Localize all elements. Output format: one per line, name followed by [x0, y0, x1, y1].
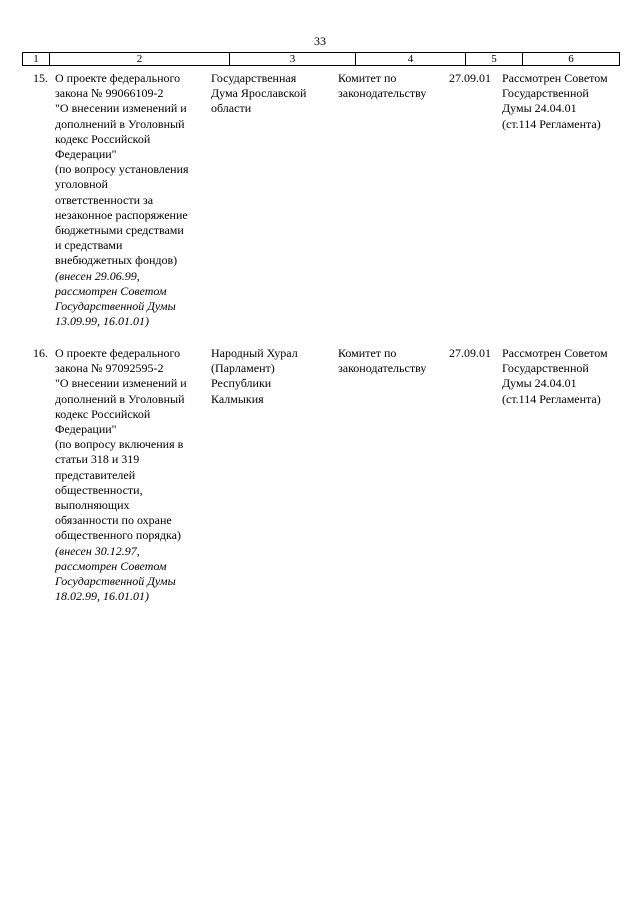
- review-date: 27.09.01: [449, 346, 491, 360]
- bill-title-line: О проекте федерального: [55, 346, 181, 360]
- bill-title-line: дополнений в Уголовный: [55, 391, 185, 406]
- bill-title-line: дополнений в Уголовный: [55, 116, 185, 131]
- initiator-line: Народный Хурал: [211, 346, 298, 360]
- initiator: [211, 346, 329, 407]
- bill-note-line: 18.02.99, 16.01.01): [55, 589, 149, 604]
- page-number: 33: [314, 34, 326, 48]
- bill-title-line: кодекс Российской: [55, 406, 151, 421]
- status-line: Думы 24.04.01: [502, 101, 577, 116]
- bill-title-line: внебюджетных фондов): [55, 253, 178, 268]
- status-line: (ст.114 Регламента): [502, 391, 601, 406]
- bill-title-line: О проекте федерального: [55, 71, 181, 85]
- column-header-5: 5: [466, 53, 523, 66]
- column-header-1: 1: [23, 53, 50, 66]
- bill-note-line: Государственной Думы: [55, 574, 176, 589]
- bill-title-line: выполняющих: [55, 498, 130, 513]
- status-line: Государственной: [502, 361, 589, 376]
- bill-description: [55, 71, 205, 329]
- bill-title-line: общественности,: [55, 482, 143, 497]
- bill-title-line: и средствами: [55, 238, 123, 253]
- bill-title-line: закона № 99066109-2: [55, 86, 164, 101]
- bill-note-line: Государственной Думы: [55, 299, 176, 314]
- committee-line: Комитет по: [338, 71, 397, 85]
- committee-line: Комитет по: [338, 346, 397, 360]
- initiator-line: Дума Ярославской: [211, 86, 307, 101]
- initiator-line: (Парламент): [211, 361, 275, 376]
- bill-title-line: (по вопросу установления: [55, 162, 189, 177]
- review-status: [502, 71, 620, 132]
- bill-title-line: бюджетными средствами: [55, 223, 184, 238]
- committee: [338, 346, 443, 376]
- bill-description: [55, 346, 205, 604]
- bill-note-line: (внесен 30.12.97,: [55, 543, 140, 558]
- review-status: [502, 346, 620, 407]
- bill-note-line: 13.09.99, 16.01.01): [55, 314, 149, 329]
- column-number-header: [22, 52, 620, 66]
- column-header-3: 3: [230, 53, 356, 66]
- bill-title-line: Федерации": [55, 422, 117, 437]
- entry-number: 16.: [33, 346, 48, 360]
- bill-title-line: закона № 97092595-2: [55, 361, 164, 376]
- bill-title-line: Федерации": [55, 147, 117, 162]
- bill-title-line: (по вопросу включения в: [55, 437, 184, 452]
- bill-title-line: незаконное распоряжение: [55, 207, 188, 222]
- column-header-6: 6: [523, 53, 620, 66]
- bill-title-line: "О внесении изменений и: [55, 376, 187, 391]
- bill-title-line: уголовной: [55, 177, 108, 192]
- status-line: Думы 24.04.01: [502, 376, 577, 391]
- initiator-line: Государственная: [211, 71, 297, 85]
- column-header-4: 4: [356, 53, 466, 66]
- bill-note-line: рассмотрен Советом: [55, 283, 167, 298]
- column-header-2: 2: [50, 53, 230, 66]
- initiator-line: Республики: [211, 376, 272, 391]
- bill-title-line: ответственности за: [55, 192, 154, 207]
- bill-note-line: (внесен 29.06.99,: [55, 268, 140, 283]
- initiator-line: Калмыкия: [211, 391, 264, 406]
- initiator: [211, 71, 329, 117]
- committee-line: законодательству: [338, 86, 427, 101]
- bill-title-line: кодекс Российской: [55, 131, 151, 146]
- committee: [338, 71, 443, 101]
- status-line: (ст.114 Регламента): [502, 116, 601, 131]
- bill-note-line: рассмотрен Советом: [55, 558, 167, 573]
- bill-title-line: представителей: [55, 467, 136, 482]
- status-line: Рассмотрен Советом: [502, 346, 608, 360]
- status-line: Государственной: [502, 86, 589, 101]
- bill-title-line: общественного порядка): [55, 528, 181, 543]
- review-date: 27.09.01: [449, 71, 491, 85]
- entry-number: 15.: [33, 71, 48, 85]
- status-line: Рассмотрен Советом: [502, 71, 608, 85]
- bill-title-line: "О внесении изменений и: [55, 101, 187, 116]
- committee-line: законодательству: [338, 361, 427, 376]
- initiator-line: области: [211, 101, 252, 116]
- bill-title-line: обязанности по охране: [55, 513, 172, 528]
- bill-title-line: статьи 318 и 319: [55, 452, 140, 467]
